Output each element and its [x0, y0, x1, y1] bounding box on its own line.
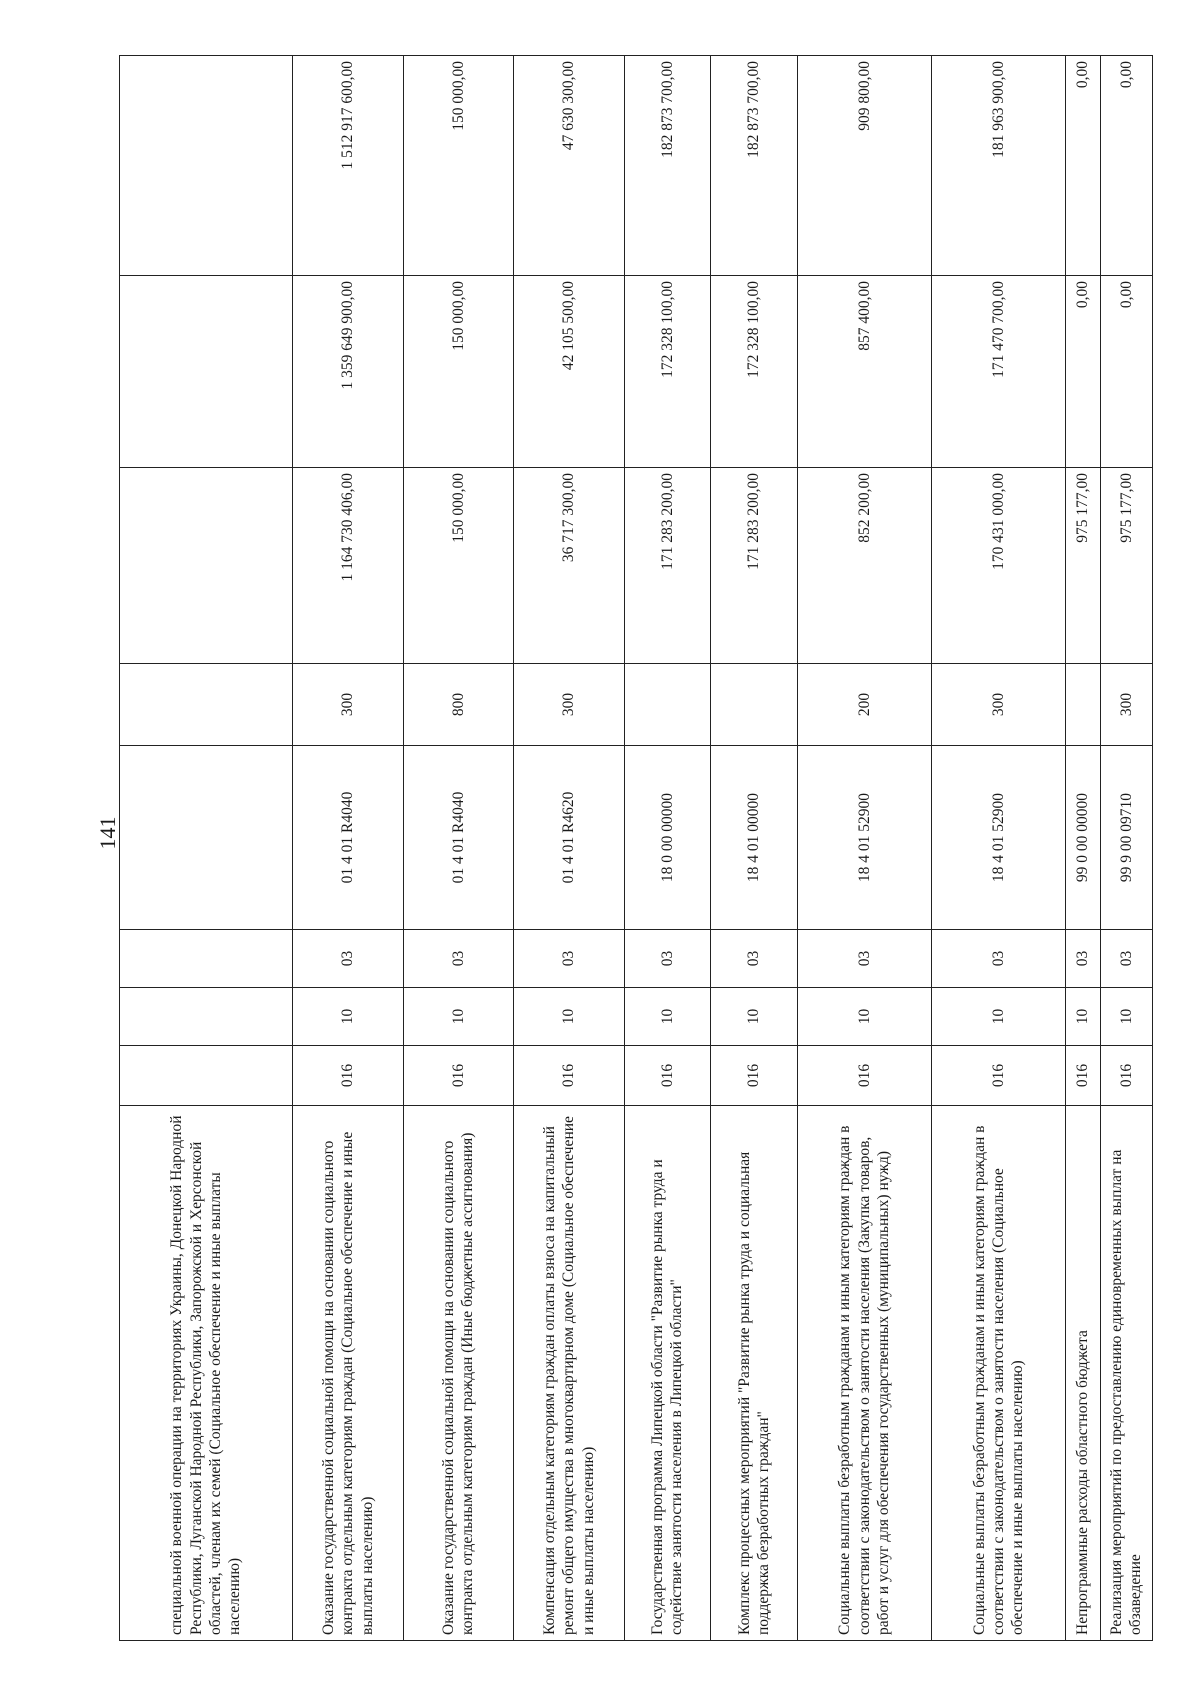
row-name: специальной военной операции на территориях Украины, Донецкой Народной Республики, Луганской Народной Республики, Запорожской и Херсонской областей, членам их семей (Социальное обеспечение и иные выплаты населению): [120, 1106, 293, 1641]
row-pr: 03: [293, 930, 403, 988]
row-csr: 18 0 00 00000: [624, 746, 711, 930]
table-row: [120, 56, 293, 1641]
row-rz: 10: [932, 988, 1066, 1046]
row-csr: 01 4 01 R4620: [514, 746, 624, 930]
row-year2-amount: 857 400,00: [797, 276, 931, 468]
row-rz: 10: [797, 988, 931, 1046]
row-vr: 200: [797, 664, 931, 746]
row-year3-amount: 1 512 917 600,00: [293, 56, 403, 276]
row-year1-amount: 852 200,00: [797, 468, 931, 664]
row-csr: 01 4 01 R4040: [403, 746, 513, 930]
table-row: [403, 56, 513, 1641]
row-csr: 01 4 01 R4040: [293, 746, 403, 930]
row-name: Компенсация отдельным категориям граждан оплаты взноса на капитальный ремонт общего имущества в многоквартирном доме (Социальное обеспечение и иные выплаты населению): [514, 1106, 624, 1641]
row-rz: [120, 988, 293, 1046]
row-pr: 03: [932, 930, 1066, 988]
row-ved: 016: [1100, 1046, 1152, 1106]
row-rz: 10: [514, 988, 624, 1046]
table-row: [797, 56, 931, 1641]
row-year1-amount: [120, 468, 293, 664]
row-vr: [120, 664, 293, 746]
row-name: Оказание государственной социальной помощи на основании социального контракта отдельным категориям граждан (Иные бюджетные ассигнования): [403, 1106, 513, 1641]
row-year1-amount: 975 177,00: [1100, 468, 1152, 664]
table-row: [514, 56, 624, 1641]
row-year1-amount: 975 177,00: [1066, 468, 1101, 664]
row-year3-amount: 47 630 300,00: [514, 56, 624, 276]
row-name: Социальные выплаты безработным гражданам и иным категориям граждан в соответствии с законодательством о занятости населения (Закупка товаров, работ и услуг для обеспечения государственных (муниципальных) нужд): [797, 1106, 931, 1641]
row-rz: 10: [1066, 988, 1101, 1046]
row-vr: 300: [932, 664, 1066, 746]
row-csr: [120, 746, 293, 930]
row-ved: 016: [403, 1046, 513, 1106]
row-year3-amount: 182 873 700,00: [624, 56, 711, 276]
row-year3-amount: 182 873 700,00: [711, 56, 798, 276]
row-year2-amount: 0,00: [1100, 276, 1152, 468]
row-pr: 03: [797, 930, 931, 988]
table-row: [711, 56, 798, 1641]
row-vr: [624, 664, 711, 746]
row-year1-amount: 36 717 300,00: [514, 468, 624, 664]
row-vr: 300: [1100, 664, 1152, 746]
row-vr: [1066, 664, 1101, 746]
row-year1-amount: 171 283 200,00: [624, 468, 711, 664]
row-year3-amount: 181 963 900,00: [932, 56, 1066, 276]
row-ved: 016: [514, 1046, 624, 1106]
row-ved: 016: [1066, 1046, 1101, 1106]
row-year2-amount: 172 328 100,00: [624, 276, 711, 468]
row-ved: 016: [711, 1046, 798, 1106]
row-year1-amount: 171 283 200,00: [711, 468, 798, 664]
table-row: [1066, 56, 1101, 1641]
page-number: 141: [95, 816, 120, 850]
row-ved: 016: [797, 1046, 931, 1106]
row-vr: [711, 664, 798, 746]
row-name: Реализация мероприятий по предоставлению единовременных выплат на обзаведение: [1100, 1106, 1152, 1641]
table-row: [932, 56, 1066, 1641]
row-rz: 10: [403, 988, 513, 1046]
row-year1-amount: 150 000,00: [403, 468, 513, 664]
row-name: Социальные выплаты безработным гражданам и иным категориям граждан в соответствии с законодательством о занятости населения (Социальное обеспечение и иные выплаты населению): [932, 1106, 1066, 1641]
row-csr: 18 4 01 00000: [711, 746, 798, 930]
row-csr: 18 4 01 52900: [932, 746, 1066, 930]
row-year2-amount: 171 470 700,00: [932, 276, 1066, 468]
row-pr: 03: [711, 930, 798, 988]
row-year2-amount: 1 359 649 900,00: [293, 276, 403, 468]
row-name: Оказание государственной социальной помощи на основании социального контракта отдельным категориям граждан (Социальное обеспечение и иные выплаты населению): [293, 1106, 403, 1641]
row-year2-amount: 0,00: [1066, 276, 1101, 468]
row-rz: 10: [293, 988, 403, 1046]
row-year3-amount: 909 800,00: [797, 56, 931, 276]
rotated-page-content: [119, 56, 1153, 1641]
row-year3-amount: 150 000,00: [403, 56, 513, 276]
row-pr: 03: [403, 930, 513, 988]
row-year3-amount: 0,00: [1066, 56, 1101, 276]
row-rz: 10: [624, 988, 711, 1046]
row-year3-amount: 0,00: [1100, 56, 1152, 276]
table-row: [293, 56, 403, 1641]
row-name: Государственная программа Липецкой области "Развитие рынка труда и содействие занятости населения в Липецкой области": [624, 1106, 711, 1641]
row-csr: 99 9 00 09710: [1100, 746, 1152, 930]
row-vr: 300: [514, 664, 624, 746]
row-name: Непрограммные расходы областного бюджета: [1066, 1106, 1101, 1641]
row-vr: 300: [293, 664, 403, 746]
row-vr: 800: [403, 664, 513, 746]
table-row: [1100, 56, 1152, 1641]
row-pr: 03: [514, 930, 624, 988]
row-year2-amount: 150 000,00: [403, 276, 513, 468]
row-ved: 016: [624, 1046, 711, 1106]
budget-table: [119, 55, 1153, 1641]
row-pr: 03: [1066, 930, 1101, 988]
row-name: Комплекс процессных мероприятий "Развитие рынка труда и социальная поддержка безработных граждан": [711, 1106, 798, 1641]
row-ved: 016: [293, 1046, 403, 1106]
row-pr: 03: [1100, 930, 1152, 988]
row-rz: 10: [1100, 988, 1152, 1046]
row-pr: 03: [624, 930, 711, 988]
row-year1-amount: 170 431 000,00: [932, 468, 1066, 664]
row-csr: 99 0 00 00000: [1066, 746, 1101, 930]
row-ved: 016: [932, 1046, 1066, 1106]
row-year2-amount: 172 328 100,00: [711, 276, 798, 468]
row-year1-amount: 1 164 730 406,00: [293, 468, 403, 664]
row-pr: [120, 930, 293, 988]
row-csr: 18 4 01 52900: [797, 746, 931, 930]
row-year2-amount: 42 105 500,00: [514, 276, 624, 468]
row-year2-amount: [120, 276, 293, 468]
row-ved: [120, 1046, 293, 1106]
table-row: [624, 56, 711, 1641]
row-year3-amount: [120, 56, 293, 276]
row-rz: 10: [711, 988, 798, 1046]
